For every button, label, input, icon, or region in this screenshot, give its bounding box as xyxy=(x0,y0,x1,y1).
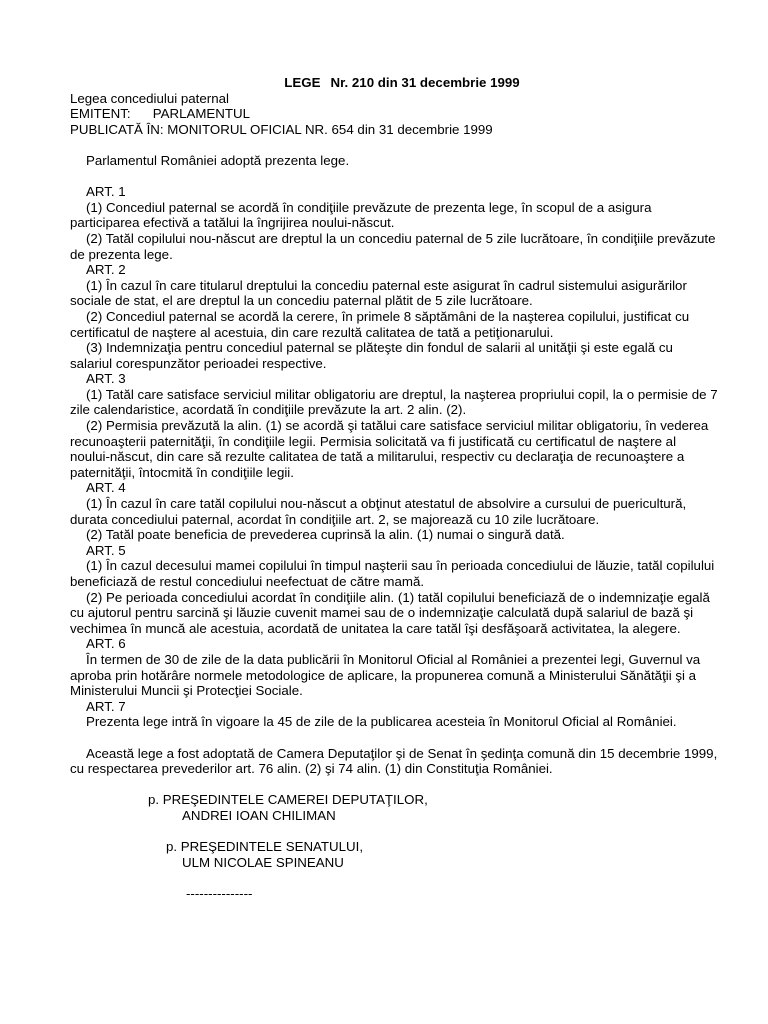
article-paragraph: (1) Tatăl care satisface serviciul militar obligatoriu are dreptul, la naşterea propriului copil, la o permisie de 7 zile calendaristice, acordată în condiţiile prevăzute la art. 2 alin. (2). xyxy=(70,386,718,418)
document-subtitle: Legea concediului paternal xyxy=(70,90,229,106)
signature-senat-role: p. PREŞEDINTELE SENATULUI, xyxy=(166,839,364,855)
law-document xyxy=(70,75,718,901)
article-paragraph: (3) Indemnizaţia pentru concediul paternal se plăteşte din fondul de salarii al unităţii şi este egală cu salariul corespunzător perioadei respective. xyxy=(70,340,673,371)
article-paragraph: (2) Permisia prevăzută la alin. (1) se acordă şi tatălui care satisface serviciul militar obligatoriu, în vederea recunoaşterii paternităţii, în condiţiile legii. Permisia solicitată va fi justificată cu certificatul de naştere al noului-născut, din care să rezulte calitatea de tată a militarului, respectiv cu declaraţia de recunoaştere a paternităţii, întocmită în condiţiile legii. xyxy=(70,418,709,480)
article-paragraph: (2) Pe perioada concediului acordat în condiţiile alin. (1) tatăl copilului beneficiază de o indemnizaţie egală cu ajutorul pentru sarcină şi lăuzie cuvenit mamei sau de o indemnizaţie calculată după salariul de bază şi vechimea în muncă ale acestuia, acordată de unitatea la care tatăl îşi desfăşoară activitatea, la alegere. xyxy=(70,589,710,636)
article-paragraph: (1) În cazul în care titularul dreptului la concediu paternal este asigurat în cadrul sistemului asigurărilor sociale de stat, el are dreptul la un concediu paternal plătit de 5 zile lucrătoare. xyxy=(70,277,687,309)
title-lege: LEGE xyxy=(284,75,321,90)
article-paragraph: (1) În cazul decesului mamei copilului în timpul naşterii sau în perioada concediului de lăuzie, tatăl copilului beneficiază de restul concediului neefectuat de către mamă. xyxy=(70,558,715,589)
article-heading: ART. 6 xyxy=(86,636,126,652)
intro-text: Parlamentul României adoptă prezenta lege. xyxy=(86,152,350,168)
article-heading: ART. 1 xyxy=(86,184,126,200)
article-paragraph: (2) Tatăl copilului nou-născut are dreptul la un concediu paternal de 5 zile lucrătoare, în condiţiile prevăzute de prezenta lege. xyxy=(70,230,716,262)
article-heading: ART. 7 xyxy=(86,698,126,714)
articles-list xyxy=(70,184,718,730)
separator-line: --------------- xyxy=(186,885,253,901)
article-paragraph: (2) Concediul paternal se acordă la cerere, în primele 8 săptămâni de la naşterea copilului, justificat cu certificatul de naştere al acestuia, din care rezultă calitatea de tată a petiţionarului. xyxy=(70,308,690,340)
document-title xyxy=(70,75,718,91)
emitent-line: EMITENT: PARLAMENTUL xyxy=(70,106,251,122)
article-heading: ART. 2 xyxy=(86,262,126,278)
article-paragraph: (1) În cazul în care tatăl copilului nou-născut a obţinut atestatul de absolvire a cursului de puericultură, durata concediului paternal, acordat în condiţiile art. 2, se majorează cu 10 zile lucrătoare. xyxy=(70,496,687,527)
article-paragraph: (2) Tatăl poate beneficia de prevederea cuprinsă la alin. (1) numai o singură dată. xyxy=(86,527,565,543)
article-paragraph: În termen de 30 de zile de la data publicării în Monitorul Oficial al României a prezentei legi, Guvernul va aproba prin hotărâre normele metodologice de aplicare, la propunerea comună a Ministerului Sănătăţii şi a Ministerului Muncii şi Protecţiei Sociale. xyxy=(70,651,701,699)
title-number: Nr. 210 din 31 decembrie 1999 xyxy=(330,75,520,90)
article-heading: ART. 3 xyxy=(86,371,126,387)
publicata-line: PUBLICATĂ ÎN: MONITORUL OFICIAL NR. 654 din 31 decembrie 1999 xyxy=(70,121,493,137)
article-paragraph: (1) Concediul paternal se acordă în condiţiile prevăzute de prezenta lege, în scopul de a asigura participarea efectivă a tatălui la îngrijirea noului-născut. xyxy=(70,199,652,231)
signature-senat-name: ULM NICOLAE SPINEANU xyxy=(182,854,344,870)
article-paragraph: Prezenta lege intră în vigoare la 45 de zile de la publicarea acesteia în Monitorul Oficial al României. xyxy=(86,714,677,730)
closing-text: Această lege a fost adoptată de Camera Deputaţilor şi de Senat în şedinţa comună din 15 decembrie 1999, cu respectarea prevederilor art. 76 alin. (2) şi 74 alin. (1) din Constituţia României. xyxy=(70,745,718,777)
article-heading: ART. 5 xyxy=(86,542,126,558)
signature-camera-name: ANDREI IOAN CHILIMAN xyxy=(182,807,336,823)
signature-camera-role: p. PREŞEDINTELE CAMEREI DEPUTAŢILOR, xyxy=(148,792,428,808)
article-heading: ART. 4 xyxy=(86,480,126,496)
